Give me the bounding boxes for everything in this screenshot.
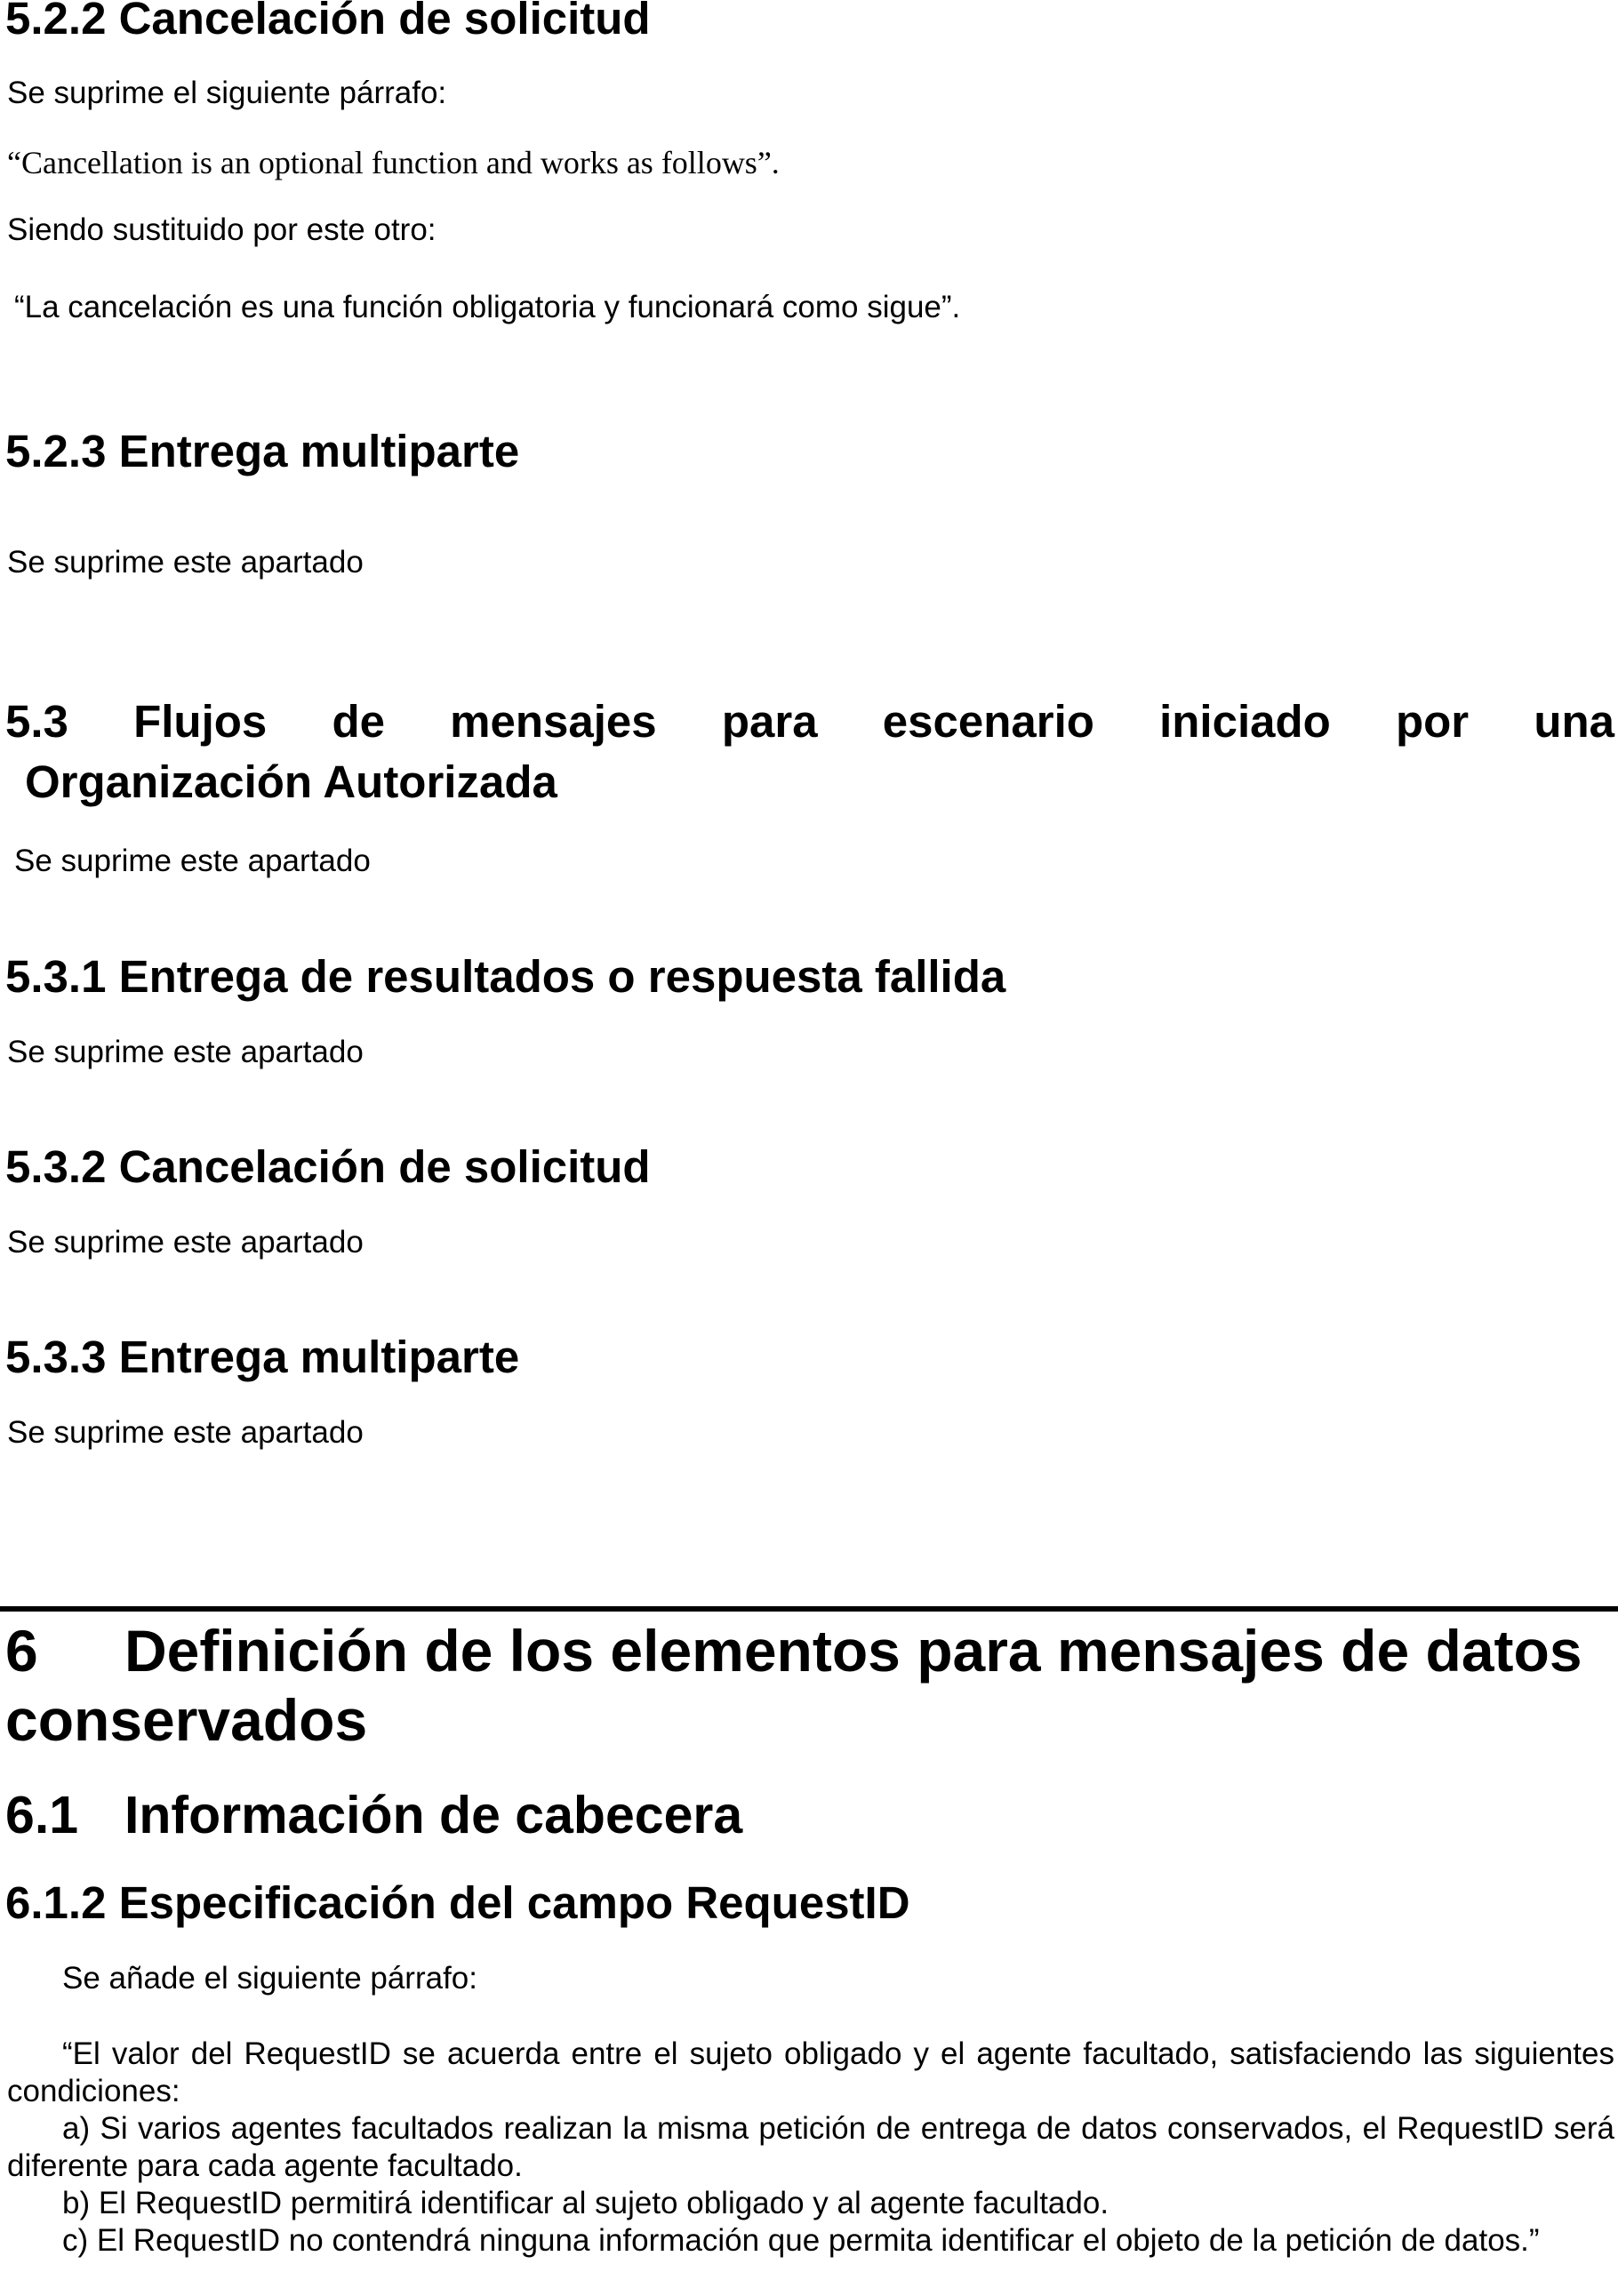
section-6-1-2-heading: 6.1.2 Especificación del campo RequestID — [5, 1877, 910, 1928]
section-5-2-2-new-quote: “La cancelación es una función obligatoria y funcionará como sigue”. — [14, 290, 961, 324]
section-6-1-title: Información de cabecera — [124, 1786, 743, 1844]
section-6-1-2-item-a — [7, 2110, 1614, 2185]
section-5-3-3-heading: 5.3.3 Entrega multiparte — [5, 1332, 520, 1382]
chapter-6-title-line2: conservados — [5, 1687, 368, 1753]
section-5-2-2-old-quote: “Cancellation is an optional function and works as follows”. — [7, 145, 780, 180]
section-6-1-2-item-b — [7, 2185, 1614, 2222]
section-6-1-2-item-c — [7, 2222, 1614, 2260]
chapter-6-title-line1: Definición de los elementos para mensajes de datos — [124, 1618, 1582, 1684]
section-5-2-2-replaced-by: Siendo sustituido por este otro: — [7, 212, 437, 247]
section-5-2-3-text: Se suprime este apartado — [7, 545, 364, 580]
section-6-1-2-item-b-text: b) El RequestID permitirá identificar al sujeto obligado y al agente facultado. — [62, 2186, 1109, 2220]
section-6-1-2-quote-intro-text: “El valor del RequestID se acuerda entre el sujeto obligado y el agente facultado, satisfaciendo las siguientes condiciones: — [7, 2036, 1614, 2108]
section-5-3-heading-line2: Organización Autorizada — [25, 756, 557, 807]
section-5-2-2-intro: Se suprime el siguiente párrafo: — [7, 76, 447, 110]
chapter-divider — [0, 1606, 1618, 1612]
section-5-3-3-text: Se suprime este apartado — [7, 1415, 364, 1450]
section-5-3-2-text: Se suprime este apartado — [7, 1225, 364, 1260]
chapter-6-number: 6 — [5, 1618, 38, 1684]
section-5-3-2-heading: 5.3.2 Cancelación de solicitud — [5, 1141, 651, 1192]
section-5-3-text: Se suprime este apartado — [14, 844, 371, 878]
section-5-3-1-text: Se suprime este apartado — [7, 1035, 364, 1069]
section-6-1-number: 6.1 — [5, 1786, 79, 1844]
section-6-1-2-item-a-text: a) Si varios agentes facultados realizan la misma petición de entrega de datos conservados, el RequestID será diferente para cada agente facultado. — [7, 2111, 1614, 2183]
section-6-1-2-item-c-text: c) El RequestID no contendrá ninguna información que permita identificar el objeto de la petición de datos.” — [62, 2223, 1540, 2258]
section-5-3-1-heading: 5.3.1 Entrega de resultados o respuesta fallida — [5, 951, 1006, 1002]
section-5-2-2-heading: 5.2.2 Cancelación de solicitud — [5, 0, 651, 44]
section-5-2-3-heading: 5.2.3 Entrega multiparte — [5, 426, 520, 476]
section-6-1-2-quote-intro — [7, 2036, 1614, 2110]
section-5-3-heading-line1: 5.3 Flujos de mensajes para escenario iniciado por una — [5, 696, 1614, 747]
section-6-1-2-intro: Se añade el siguiente párrafo: — [62, 1961, 477, 1996]
